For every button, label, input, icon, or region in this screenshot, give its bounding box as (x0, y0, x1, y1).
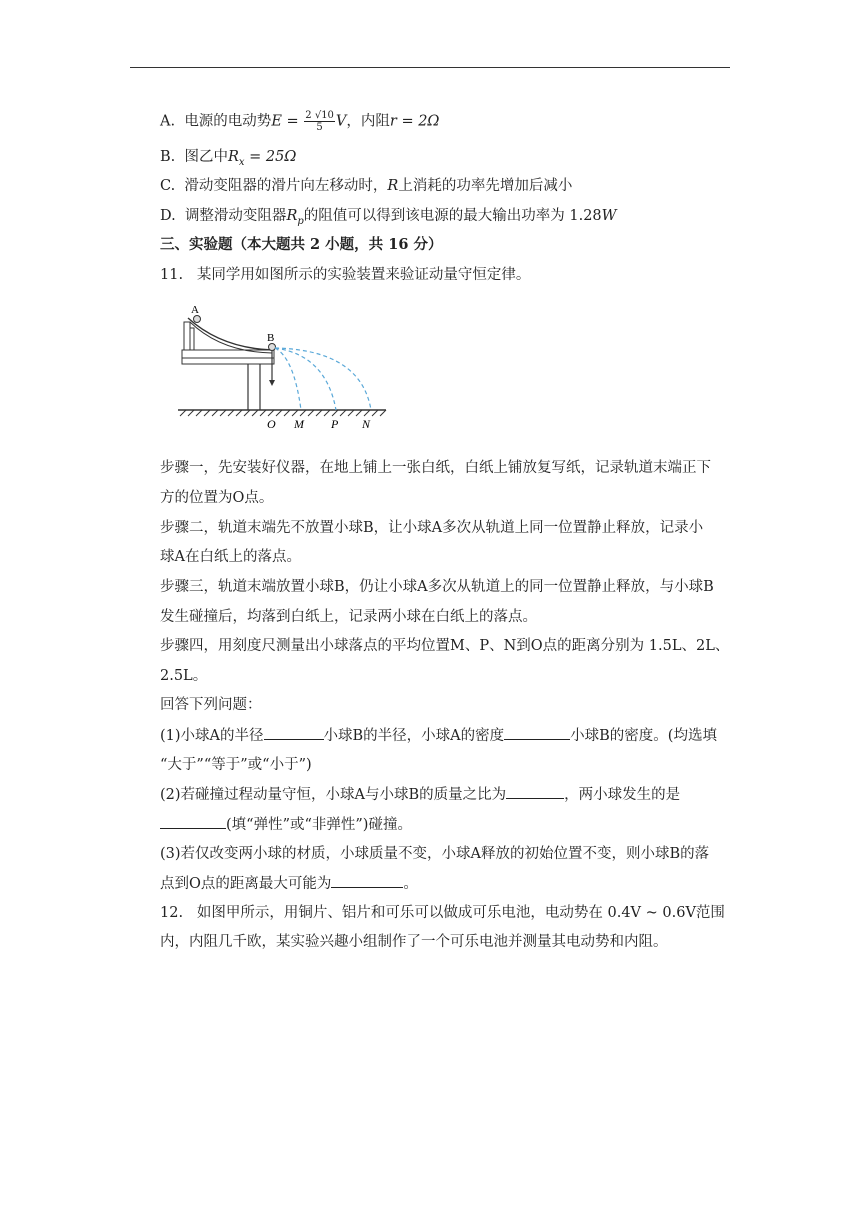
answer-blank[interactable] (264, 725, 324, 740)
experiment-figure (176, 300, 396, 435)
question-12-line2: 内，内阻几千欧，某实验兴趣小组制作了一个可乐电池并测量其电动势和内阻。 (160, 934, 668, 950)
step4-line1: 步骤四，用刻度尺测量出小球落点的平均位置M、P、N到O点的距离分别为 1.5L、2L、 (160, 638, 730, 654)
header-rule (130, 67, 730, 68)
step3-line2: 发生碰撞后，均落到白纸上，记录两小球在白纸上的落点。 (160, 609, 537, 625)
answer-blank[interactable] (504, 725, 570, 740)
label-o: O (267, 417, 276, 431)
ball-b (269, 344, 276, 351)
trajectories (275, 348, 371, 410)
label-p: P (331, 417, 339, 431)
label-b: B (267, 332, 275, 344)
answer-blank[interactable] (506, 784, 564, 799)
subq1-line2: “大于”“等于”或“小于”) (160, 757, 312, 773)
answer-prompt: 回答下列问题： (160, 697, 262, 713)
option-d: D. 调整滑动变阻器$R_p$的阻值可以得到该电源的最大输出功率为 1.28W (160, 208, 617, 227)
step1-line1: 步骤一，先安装好仪器，在地上铺上一张白纸，白纸上铺放复写纸，记录轨道末端正下 (160, 460, 711, 476)
step4-line2: 2.5L。 (160, 668, 208, 684)
fraction: $\frac{2 √10}{5}$ (305, 110, 334, 133)
option-b: B. 图乙中$R_x = 25\Omega$ (160, 149, 297, 168)
subq2-line2: (填“弹性”或“非弹性”)碰撞。 (160, 814, 412, 835)
question-12: 12. 如图甲所示，用铜片、铝片和可乐可以做成可乐电池，电动势在 0.4V ~ 0.6V范围 (160, 905, 725, 921)
answer-blank[interactable] (160, 814, 226, 829)
question-11: 11. 某同学用如图所示的实验装置来验证动量守恒定律。 (160, 267, 531, 283)
subq3-line2: 点到O点的距离最大可能为 。 (160, 873, 418, 894)
ball-a (194, 316, 201, 323)
option-c: C. 滑动变阻器的滑片向左移动时，R上消耗的功率先增加后减小 (160, 178, 573, 194)
subq3-line1: (3)若仅改变两小球的材质，小球质量不变，小球A释放的初始位置不变，则小球B的落 (160, 846, 710, 862)
step2-line2: 球A在白纸上的落点。 (160, 549, 301, 565)
subq2-line1: (2)若碰撞过程动量守恒，小球A与小球B的质量之比为 ，两小球发生的是 (160, 784, 680, 805)
step1-line2: 方的位置为O点。 (160, 490, 274, 506)
step2-line1: 步骤二，轨道末端先不放置小球B，让小球A多次从轨道上同一位置静止释放，记录小 (160, 520, 704, 536)
label-a: A (191, 304, 199, 316)
label-m: M (294, 417, 304, 431)
label-n: N (362, 417, 371, 431)
option-a: A. 电源的电动势E = $\frac{2 √10}{5}$ V，内阻r = 2Ω (160, 110, 440, 133)
section-title: 三、实验题（本大题共 2 小题，共 16 分） (160, 236, 443, 253)
answer-blank[interactable] (331, 873, 403, 888)
step3-line1: 步骤三，轨道末端放置小球B，仍让小球A多次从轨道上的同一位置静止释放，与小球B (160, 579, 714, 595)
subq1-line1: (1)小球A的半径 小球B的半径，小球A的密度 小球B的密度。(均选填 (160, 725, 717, 746)
